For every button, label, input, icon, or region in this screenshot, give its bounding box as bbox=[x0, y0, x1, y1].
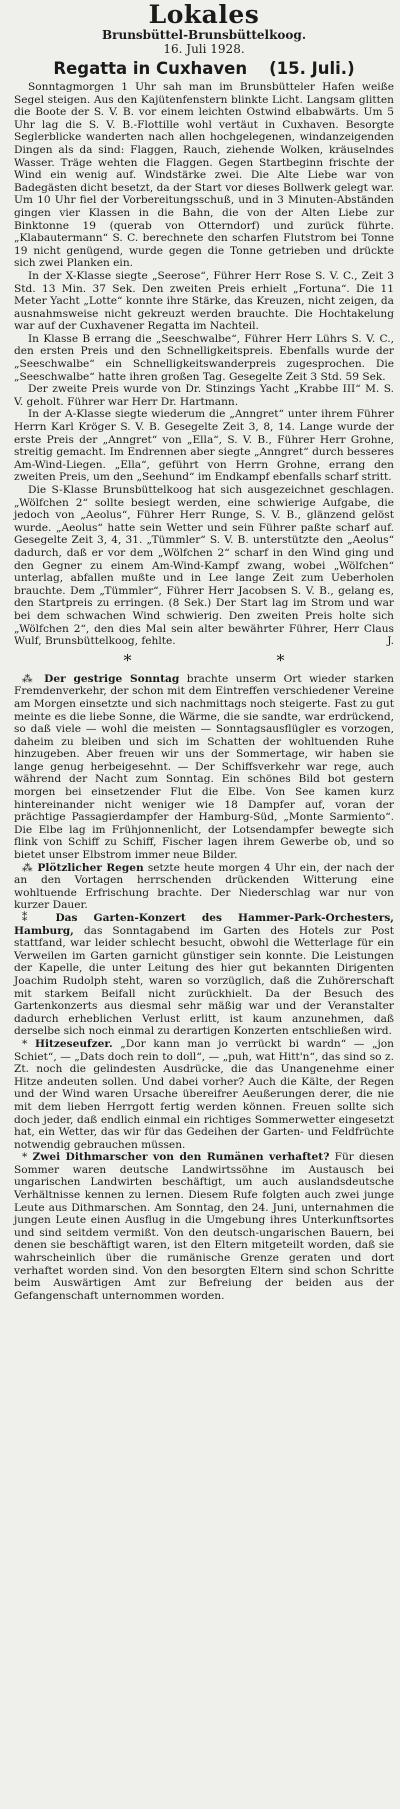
news-item-sunday: ⁂ Der gestrige Sonntag brachte unserm Ort wieder starken Fremdenverkehr, der schon mit dem Eintreffen verschiedener Vereine am Morgen einsetzte und sich nachmittags noch steigerte. Fast zu gut meinte es die liebe Sonne, die Wärme, die sie sandte, war erdrückend, so daß viele — wohl die meisten — Sonntagsausflügler es vorzogen, daheim zu bleiben und sich im Schatten der wohltuenden Ruhe hinzugeben. Aber freuen wir uns der Sommertage, wir haben sie lange genug herbeigesehnt. — Der Schiffsverkehr war rege, auch während der Nacht zum Sonntag. Ein schönes Bild bot gestern morgen bei einsetzender Flut die Elbe. Von See kamen kurz hintereinander nicht weniger wie 18 Dampfer auf, voran der prächtige Passagierdampfer der Hamburg-Süd, „Monte Sarmiento“. Die Elbe lag im Frühjonnenlicht, der Lotsendampfer bewegte sich flink von Schiff zu Schiff, Fischer lagen ihrem Gewerbe ob, und so bietet unser Elbstrom immer neue Bilder. bbox=[14, 672, 394, 862]
article-paragraph-5: In der A-Klasse siegte wiederum die „Anngret“ unter ihrem Führer Herrn Karl Kröger S. V. B. Gesegelte Zeit 3, 8, 14. Lange wurde der erste Preis der „Anngret“ von „Ella“, S. V. B., Führer Herr Grohne, streitig gemacht. Im Endrennen aber siegte „Anngret“ durch besseres Am-Wind-Liegen. „Ella“, geführt von Herrn Grohne, errang den zweiten Preis, um den „Seehund“ im Endkampf ebenfalls scharf stritt. bbox=[14, 408, 394, 484]
masthead bbox=[14, 0, 394, 57]
article-signature: J. bbox=[387, 635, 394, 648]
place-line: Brunsbüttel-Brunsbüttelkoog. bbox=[102, 28, 306, 42]
news-lead-rain: Plötzlicher Regen bbox=[37, 861, 144, 874]
news-lead-sunday: Der gestrige Sonntag bbox=[44, 672, 180, 685]
news-item-concert: ⁑ Das Garten-Konzert des Hammer-Park-Orchesters, Hamburg, das Sonntagabend im Garten des Hotels zur Post stattfand, war leider schlecht besucht, obwohl die Wetterlage für ein Verweilen im Garten garnicht günstiger sein konnte. Die Leistungen der Kapelle, die unter Leitung des hier gut bekannten Dirigenten Joachim Rudolph steht, waren so vorzüglich, daß die Zuhörerschaft mit starkem Beifall nicht zurückhielt. Da der Besuch des Gartenkonzerts aus diesmal sehr mäßig war und der Veranstalter dadurch erheblichen Verlust erlitt, ist kaum anzunehmen, daß derselbe sich noch einmal zu derartigen Konzerten entschließen wird. bbox=[14, 912, 394, 1038]
news-text-heat: „Dor kann man jo verrückt bi wardn“ — „jon Schiet“, — „Dats doch rein to doll“, — „puh, wat Hitt'n“, das sind so z. Zt. noch die gelindesten Ausdrücke, die das Unangenehme einer Hitze andeuten sollen. Und dabei vorher? Auch die Kälte, der Regen und der Wind waren Ursache übereifrer Aeußerungen derer, die nie mit dem lieben Herrgott fertig werden können. Freuen sollte sich doch jeder, daß endlich einmal ein richtiges Sommerwetter eingesetzt hat, ein Wetter, das wir für das Gedeihen der Garten- und Feldfrüchte notwendig gebrauchen müssen. bbox=[14, 1037, 394, 1151]
local-news bbox=[14, 673, 394, 1303]
section-separator: * * bbox=[123, 650, 355, 670]
news-lead-heat: Hitzeseufzer. bbox=[34, 1037, 113, 1050]
news-item-heat: * Hitzeseufzer. „Dor kann man jo verrückt bi wardn“ — „jon Schiet“, — „Dats doch rein to doll“, — „puh, wat Hitt'n“, das sind so z. Zt. noch die gelindesten Ausdrücke, die das Unangenehme einer Hitze andeuten sollen. Und dabei vorher? Auch die Kälte, der Regen und der Wind waren Ursache übereifrer Aeußerungen derer, die nie mit dem lieben Herrgott fertig werden können. Freuen sollte sich doch jeder, daß endlich einmal ein richtiges Sommerwetter eingesetzt hat, ein Wetter, das wir für das Gedeihen der Garten- und Feldfrüchte notwendig gebrauchen müssen. bbox=[14, 1037, 394, 1151]
article-paragraph-2: In der X-Klasse siegte „Seerose“, Führer Herr Rose S. V. C., Zeit 3 Std. 13 Min. 37 Sek. Den zweiten Preis erhielt „Fortuna“. Die 11 Meter Yacht „Lotte“ konnte ihre Stärke, das Kreuzen, nicht zeigen, da ausnahmsweise nicht gekreuzt werden brauchte. Die Hochtakelung war auf der Cuxhavener Regatta im Nachteil. bbox=[14, 269, 394, 333]
date-line: 16. Juli 1928. bbox=[163, 42, 245, 56]
news-text-concert: das Sonntagabend im Garten des Hotels zur Post stattfand, war leider schlecht besucht, obwohl die Wetterlage für ein Verweilen im Garten garnicht günstiger sein konnte. Die Leistungen der Kapelle, die unter Leitung des hier gut bekannten Dirigenten Joachim Rudolph steht, waren so vorzüglich, daß die Zuhörerschaft mit starkem Beifall nicht zurückhielt. Da der Besuch des Gartenkonzerts aus diesmal sehr mäßig war und der Veranstalter dadurch erheblichen Verlust erlitt, ist kaum anzunehmen, daß derselbe sich noch einmal zu derartigen Konzerten entschließen wird. bbox=[14, 924, 394, 1038]
news-lead-concert: Das Garten-Konzert des Hammer-Park-Orchesters, Hamburg, bbox=[14, 912, 394, 937]
news-item-rain: ⁂ Plötzlicher Regen setzte heute morgen 4 Uhr ein, der nach der an den Vortagen herrschenden drückenden Witterung eine wohltuende Erfrischung brachte. Der Niederschlag war nur von kurzer Dauer. bbox=[14, 861, 395, 912]
article-paragraph-1: Sonntagmorgen 1 Uhr sah man im Brunsbütteler Hafen weiße Segel steigen. Aus den Kajütenfenstern blinkte Licht. Langsam glitten die Boote der S. V. B. vor einem leichten Ostwind elbabwärts. Um 5 Uhr lag die S. V. B.-Flottille wohl vertäut in Cuxhaven. Besorgte Seglerblicke wanderten nach allen hochgelegenen, windanzeigenden Dingen als da sind: Flaggen, Rauch, ziehende Wolken, kräuselndes Wasser. Träge wehten die Flaggen. Gegen Startbeginn frischte der Wind ein wenig auf. Windstärke zwei. Die Alte Liebe war von Badegästen dicht besetzt, da der Start vor dieses Bollwerk gelegt war. Um 10 Uhr fiel der Vorbereitungsschuß, und in 3 Minuten-Abständen gingen vier Klassen in die Bahn, die von der Alten Liebe zur Binktonne 19 (querab von Otterndorf) und zurück führte. „Klabautermann“ S. C. berechnete den scharfen Flutstrom bei Tonne 19 nicht genügend, wurde gegen die Tonne getrieben und drückte sich zwei Planken ein. bbox=[14, 81, 394, 270]
article-paragraph-3: In Klasse B errang die „Seeschwalbe“, Führer Herr Lührs S. V. C., den ersten Preis und den Schnelligkeitspreis. Ebenfalls wurde der „Seeschwalbe“ ein Schnelligkeitswanderpreis zugesprochen. Die „Seeschwalbe“ hatte ihren großen Tag. Gesegelte Zeit 3 Std. 59 Sek. bbox=[14, 332, 394, 383]
headline-date: (15. Juli.) bbox=[269, 59, 355, 78]
news-text-rain: setzte heute morgen 4 Uhr ein, der nach der an den Vortagen herrschenden drückenden Witterung eine wohltuende Erfrischung brachte. Der Niederschlag war nur von kurzer Dauer. bbox=[14, 861, 395, 912]
news-text-arrest: Für diesen Sommer waren deutsche Landwirtssöhne im Austausch bei ungarischen Landwirten beschäftigt, um auch auslandsdeutsche Verhältnisse kennen zu lernen. Diesem Rufe folgten auch zwei junge Leute aus Dithmarschen. Am Sonntag, den 24. Juni, unternahmen die jungen Leute einen Ausflug in die Umgebung ihres Unterkunftsortes und sind seitdem vermißt. Von den deutsch-ungarischen Bauern, bei denen sie beschäftigt waren, ist den Eltern mitgeteilt worden, daß sie wahrscheinlich über die rumänische Grenze geraten und dort verhaftet worden sind. Von den besorgten Eltern sind schon Schritte beim Auswärtigen Amt zur Befreiung der beiden aus der Gefangenschaft unternommen worden. bbox=[14, 1151, 395, 1302]
regatta-article bbox=[14, 81, 394, 648]
article-paragraph-4: Der zweite Preis wurde von Dr. Stinzings Yacht „Krabbe III“ M. S. V. geholt. Führer war Herr Dr. Hartmann. bbox=[14, 383, 394, 408]
news-lead-arrest: Zwei Dithmarscher von den Rumänen verhaftet? bbox=[32, 1151, 330, 1164]
article-paragraph-6 bbox=[14, 484, 394, 648]
headline-title: Regatta in Cuxhaven bbox=[53, 59, 248, 78]
article-headline bbox=[14, 59, 394, 78]
news-text-sunday: brachte unserm Ort wieder starken Fremdenverkehr, der schon mit dem Eintreffen verschiedener Vereine am Morgen einsetzte und sich nachmittags noch steigerte. Fast zu gut meinte es die liebe Sonne, die Wärme, die sie sandte, war erdrückend, so daß viele — wohl die meisten — Sonntagsausflügler es vorzogen, daheim zu bleiben und sich im Schatten der wohltuenden Ruhe hinzugeben. Aber freuen wir uns der Sommertage, wir haben sie lange genug herbeigesehnt. — Der Schiffsverkehr war rege, auch während der Nacht zum Sonntag. Ein schönes Bild bot gestern morgen bei einsetzender Flut die Elbe. Von See kamen kurz hintereinander nicht weniger wie 18 Dampfer auf, voran der prächtige Passagierdampfer der Hamburg-Süd, „Monte Sarmiento“. Die Elbe lag im Frühjonnenlicht, der Lotsendampfer bewegte sich flink von Schiff zu Schiff, Fischer lagen ihrem Gewerbe ob, und so bietet unser Elbstrom immer neue Bilder. bbox=[14, 672, 394, 862]
article-paragraph-6-text: Die S-Klasse Brunsbüttelkoog hat sich ausgezeichnet geschlagen. „Wölfchen 2“ sollte besiegt werden, eine schwierige Aufgabe, die jedoch von „Aeolus“, Führer Herr Runge, S. V. B., glänzend gelöst wurde. „Aeolus“ hatte sein Wetter und sein Führer paßte scharf auf. Gesegelte Zeit 3, 4, 31. „Tümmler“ S. V. B. unterstützte den „Aeolus“ dadurch, daß er vor dem „Wölfchen 2“ scharf in den Wind ging und den Gegner zu einem Am-Wind-Kampf zwang, wobei „Wölfchen“ unterlag, abfallen mußte und in Lee lange Zeit zum Ueberholen brauchte. Dem „Tümmler“, Führer Herr Jacobsen S. V. B., gelang es, den Startpreis zu erringen. (8 Sek.) Der Start lag im Strom und war bei dem schwachen Wind schwierig. Den zweiten Preis holte sich „Wölfchen 2“, den dies Mal sein alter bewährter Führer, Herr Claus Wulf, Brunsbüttelkoog, fehlte. bbox=[14, 484, 394, 648]
news-item-arrest: * Zwei Dithmarscher von den Rumänen verhaftet? Für diesen Sommer waren deutsche Landwirtssöhne im Austausch bei ungarischen Landwirten beschäftigt, um auch auslandsdeutsche Verhältnisse kennen zu lernen. Diesem Rufe folgten auch zwei junge Leute aus Dithmarschen. Am Sonntag, den 24. Juni, unternahmen die jungen Leute einen Ausflug in die Umgebung ihres Unterkunftsortes und sind seitdem vermißt. Von den deutsch-ungarischen Bauern, bei denen sie beschäftigt waren, ist den Eltern mitgeteilt worden, daß sie wahrscheinlich über die rumänische Grenze geraten und dort verhaftet worden sind. Von den besorgten Eltern sind schon Schritte beim Auswärtigen Amt zur Befreiung der beiden aus der Gefangenschaft unternommen worden. bbox=[14, 1151, 395, 1302]
section-title: Lokales bbox=[148, 0, 260, 29]
